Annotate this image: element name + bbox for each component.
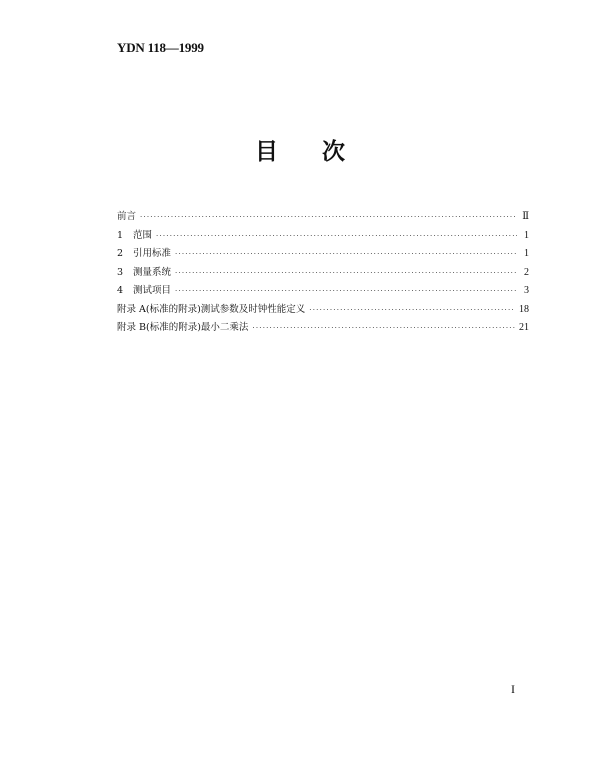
toc-leader-dots [309,301,515,320]
toc-leader-dots [140,208,517,227]
toc-entry-label-wrap [117,282,175,301]
document-code: YDN 118—1999 [117,40,204,55]
toc-entry-preface[interactable] [117,208,529,227]
toc-entry-appendix-b[interactable] [117,319,529,338]
toc-leader-dots [175,264,517,283]
toc-entry-scope[interactable] [117,227,529,246]
toc-entry-label-wrap [117,245,175,264]
toc-entry-measurement-system[interactable] [117,264,529,283]
toc-title [0,137,600,167]
toc-entry-label: 引用标准 [133,248,172,259]
toc-entry-appendix-a[interactable] [117,301,529,320]
toc-leader-dots [175,282,517,301]
toc-list [117,208,529,338]
toc-entry-references[interactable] [117,245,529,264]
toc-leader-dots [252,319,515,338]
toc-entry-number: 1 [117,229,124,241]
toc-entry-number: 2 [117,248,124,259]
toc-entry-label: 测试项目 [133,285,172,296]
toc-entry-page: 3 [524,285,529,296]
toc-title-part1: 目 [255,139,278,165]
toc-entry-page: 21 [519,322,529,333]
toc-leader-dots [175,245,517,264]
toc-entry-label-wrap [117,227,156,246]
toc-entry-page: 2 [524,266,529,278]
toc-entry-page: 18 [519,303,529,315]
toc-entry-page: 1 [524,248,529,259]
toc-title-part2: 次 [322,139,345,165]
toc-entry-label: 前言 [117,211,137,222]
page-number: I [511,682,515,696]
toc-entry-label-wrap [117,264,175,283]
toc-entry-test-items[interactable] [117,282,529,301]
toc-entry-page: 1 [524,229,529,241]
toc-entry-label: 范围 [133,229,153,241]
toc-entry-label: 附录 A(标准的附录)测试参数及时钟性能定义 [117,303,306,315]
toc-entry-number: 4 [117,285,124,296]
toc-entry-page: Ⅱ [522,211,529,222]
toc-entry-number: 3 [117,266,124,278]
toc-entry-label: 测量系统 [133,266,172,278]
toc-leader-dots [156,227,517,246]
toc-entry-label: 附录 B(标准的附录)最小二乘法 [117,322,249,333]
